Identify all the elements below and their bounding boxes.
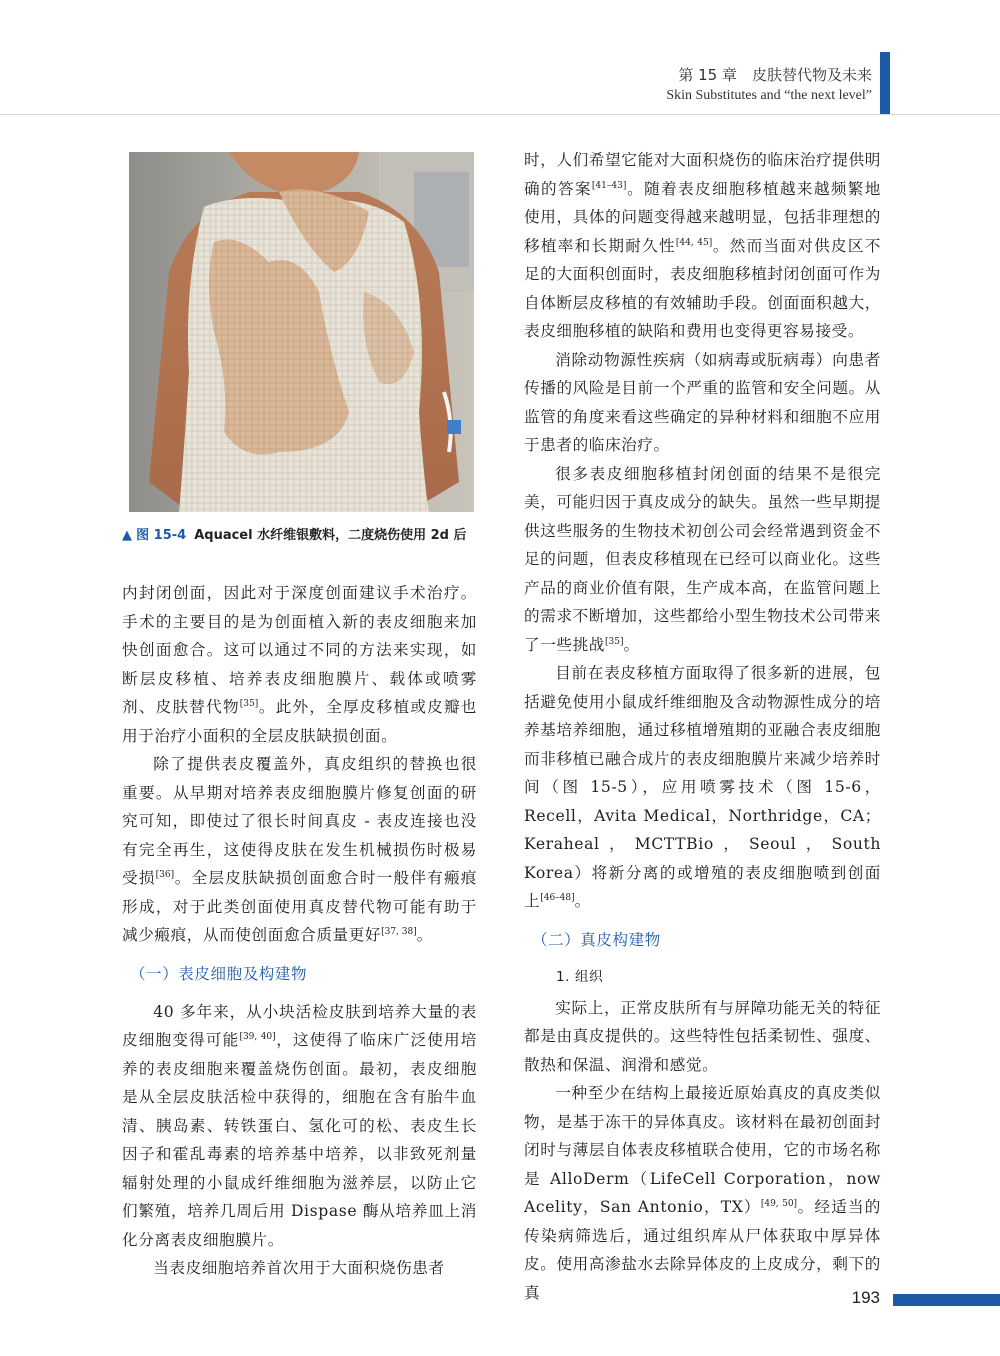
citation: [35] — [239, 699, 259, 709]
paragraph-text: 。全层皮肤缺损创面愈合时一般伴有瘢痕形成，对于此类创面使用真皮替代物可能有助于减少瘢痕，从而使创面愈合质量更好 — [122, 869, 477, 944]
figure-15-4-photo — [129, 152, 474, 512]
paragraph — [122, 998, 477, 1255]
paragraph-text: 除了提供表皮覆盖外，真皮组织的替换也很重要。从早期对培养表皮细胞膜片修复创面的研究可知，即使过了很长时间真皮 - 表皮连接也没有完全再生，这使得皮肤在发生机械损伤时极易受损 — [122, 755, 477, 887]
section-heading: （一）表皮细胞及构建物 — [130, 964, 308, 983]
citation: [49, 50] — [760, 1199, 798, 1209]
caption-label: 图 15-4 — [136, 528, 187, 543]
figure-caption — [122, 524, 467, 543]
paragraph-text: 很多表皮细胞移植封闭创面的结果不是很完美，可能归因于真皮成分的缺失。虽然一些早期提供这些服务的生物技术初创公司会经常遇到资金不足的问题，但表皮移植现在已经可以商业化。这些产品的商业价值有限，生产成本高，在监管问题上的需求不断增加，这些都给小型生物技术公司带来了一些挑战 — [524, 464, 881, 654]
burn-dressing-photo — [129, 152, 474, 512]
caption-marker-icon: ▲ — [122, 528, 137, 543]
paragraph-text: 目前在表皮移植方面取得了很多新的进展，包括避免使用小鼠成纤维细胞及含动物源性成分的培养基培养细胞，通过移植增殖期的亚融合表皮细胞而非移植已融合成片的表皮细胞膜片来减少培养时间（图 15-5），应用喷雾技术（图 15-6，Recell，Avita Medical，Northridge，CA；Keraheal，MCTTBio，Seoul，South Korea）将新分离的或增殖的表皮细胞喷到创面上 — [524, 664, 881, 910]
paragraph-text: 。 — [623, 635, 640, 654]
paragraph: 实际上，正常皮肤所有与屏障功能无关的特征都是由真皮提供的。这些特性包括柔韧性、强度、散热和保温、润滑和感觉。 — [524, 998, 881, 1074]
caption-text: Aquacel 水纤维银敷料，二度烧伤使用 2d 后 — [194, 528, 467, 543]
citation: [41–43] — [591, 180, 627, 191]
citation: [46–48] — [540, 893, 575, 903]
paragraph — [122, 579, 477, 750]
citation: [35] — [604, 636, 624, 647]
paragraph-text: 一种至少在结构上最接近原始真皮的真皮类似物，是基于冻干的异体真皮。该材料在最初创面封闭时与薄层自体表皮移植联合使用，它的市场名称是 AlloDerm（LifeCell Corporation，now Acelity，San Antonio，TX） — [524, 1084, 881, 1216]
paragraph-text: 时，人们希望它能对大面积烧伤的临床治疗提供明确的答案 — [524, 151, 881, 198]
paragraph-text: 。 — [416, 926, 433, 944]
subsection-heading: 1. 组织 — [556, 968, 604, 985]
citation: [39, 40] — [239, 1032, 276, 1042]
paragraph-text: 。然而当面对供皮区不足的大面积创面时，表皮细胞移植封闭创面可作为自体断层皮移植的有效辅助手段。创面面积越大，表皮细胞移植的缺陷和费用也变得更容易接受。 — [524, 236, 881, 340]
paragraph-text: 。 — [574, 892, 591, 910]
paragraph — [122, 750, 477, 950]
page-number: 193 — [851, 1288, 880, 1307]
right-column — [524, 146, 881, 1307]
chapter-title-cn: 第 15 章 皮肤替代物及未来 — [678, 66, 872, 84]
paragraph — [524, 460, 881, 660]
paragraph — [524, 659, 881, 916]
chapter-title-en: Skin Substitutes and “the next level” — [666, 88, 872, 103]
paragraph: 消除动物源性疾病（如病毒或朊病毒）向患者传播的风险是目前一个严重的监管和安全问题。从监管的角度来看这些确定的异种材料和细胞不应用于患者的临床治疗。 — [524, 350, 881, 454]
paragraph — [524, 146, 881, 346]
paragraph: 当表皮细胞培养首次用于大面积烧伤患者 — [153, 1259, 445, 1277]
paragraph-text: 。随着表皮细胞移植越来越频繁地使用，具体的问题变得越来越明显，包括非理想的移植率和长期耐久性 — [524, 179, 881, 255]
paragraph-text: 内封闭创面，因此对于深度创面建议手术治疗。手术的主要目的是为创面植入新的表皮细胞来加快创面愈合。这可以通过不同的方法来实现，如断层皮移植、培养表皮细胞膜片、载体或喷雾剂、皮肤替代物 — [122, 584, 477, 716]
citation: [44, 45] — [675, 237, 713, 248]
paragraph-text: 。此外，全厚皮移植或皮瓣也用于治疗小面积的全层皮肤缺损创面。 — [122, 698, 477, 745]
paragraph-text: 。经适当的传染病筛选后，通过组织库从尸体获取中厚异体皮。使用高渗盐水去除异体皮的上皮成分，剩下的真 — [524, 1198, 881, 1302]
paragraph-text: ，这使得了临床广泛使用培养的表皮细胞来覆盖烧伤创面。最初，表皮细胞是从全层皮肤活检中获得的，细胞在含有胎牛血清、胰岛素、转铁蛋白、氢化可的松、表皮生长因子和霍乱毒素的培养基中培养，以非致死剂量辐射处理的小鼠成纤维细胞为滋养层，以防止它们繁殖，培养几周后用 Dispase 酶从培养皿上消化分离表皮细胞膜片。 — [122, 1031, 477, 1249]
citation: [37, 38] — [381, 927, 417, 937]
footer-accent-bar — [893, 1294, 1000, 1306]
left-column — [122, 579, 477, 1283]
section-heading: （二）真皮构建物 — [532, 930, 661, 949]
header-accent-bar — [880, 52, 890, 114]
citation: [36] — [155, 870, 175, 880]
paragraph-text: 40 多年来，从小块活检皮肤到培养大量的表皮细胞变得可能 — [122, 1002, 477, 1049]
header-divider — [0, 114, 1000, 115]
paragraph — [524, 1079, 881, 1307]
